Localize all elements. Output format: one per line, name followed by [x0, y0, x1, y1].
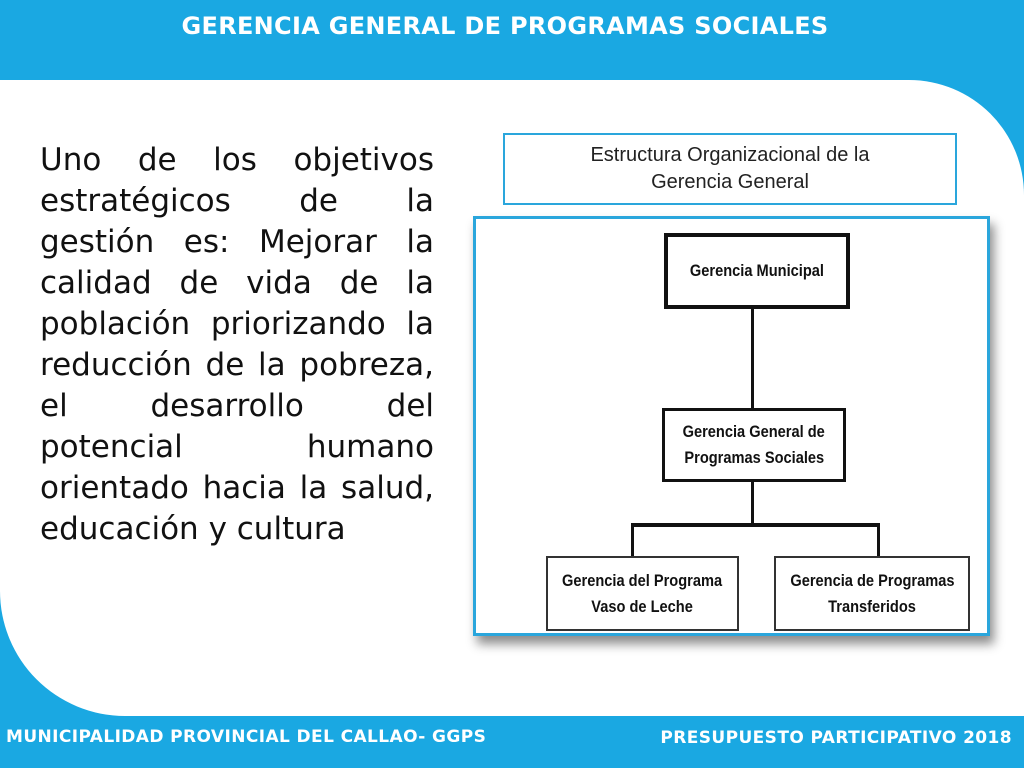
node-right-label-line1: Gerencia de Programas	[789, 570, 955, 590]
connector-top-to-mid	[751, 309, 754, 408]
node-right-label-line2: Transferidos	[828, 596, 916, 616]
node-gerencia-vaso-de-leche	[546, 556, 739, 631]
connector-horizontal-bus	[631, 523, 880, 527]
node-mid-label-line2: Programas Sociales	[684, 448, 824, 467]
footer-organization: MUNICIPALIDAD PROVINCIAL DEL CALLAO- GGPS	[6, 727, 487, 747]
connector-mid-to-bus	[751, 482, 754, 525]
node-gerencia-municipal-label: Gerencia Municipal	[689, 261, 825, 280]
org-chart-title-box	[503, 133, 957, 205]
node-left-label-line2: Vaso de Leche	[591, 596, 694, 616]
objective-paragraph: Uno de los objetivos estratégicos de la gestión es: Mejorar la calidad de vida de la población priorizando la reducción de la pobreza, el desarrollo del potencial humano orientado hacia la salud, educación y cultura	[40, 142, 434, 547]
slide-title: GERENCIA GENERAL DE PROGRAMAS SOCIALES	[181, 12, 829, 40]
connector-bus-to-right	[877, 525, 880, 556]
node-left-label-line1: Gerencia del Programa	[562, 570, 723, 590]
connector-bus-to-left	[631, 525, 634, 556]
footer-program: PRESUPUESTO PARTICIPATIVO 2018	[660, 728, 1012, 748]
org-chart-title: Estructura Organizacional de la Gerencia General	[590, 144, 870, 193]
node-mid-label-line1: Gerencia General de	[682, 422, 826, 441]
node-gerencia-general-programas-sociales	[662, 408, 846, 482]
node-gerencia-municipal	[664, 233, 850, 309]
node-gerencia-programas-transferidos	[774, 556, 970, 631]
